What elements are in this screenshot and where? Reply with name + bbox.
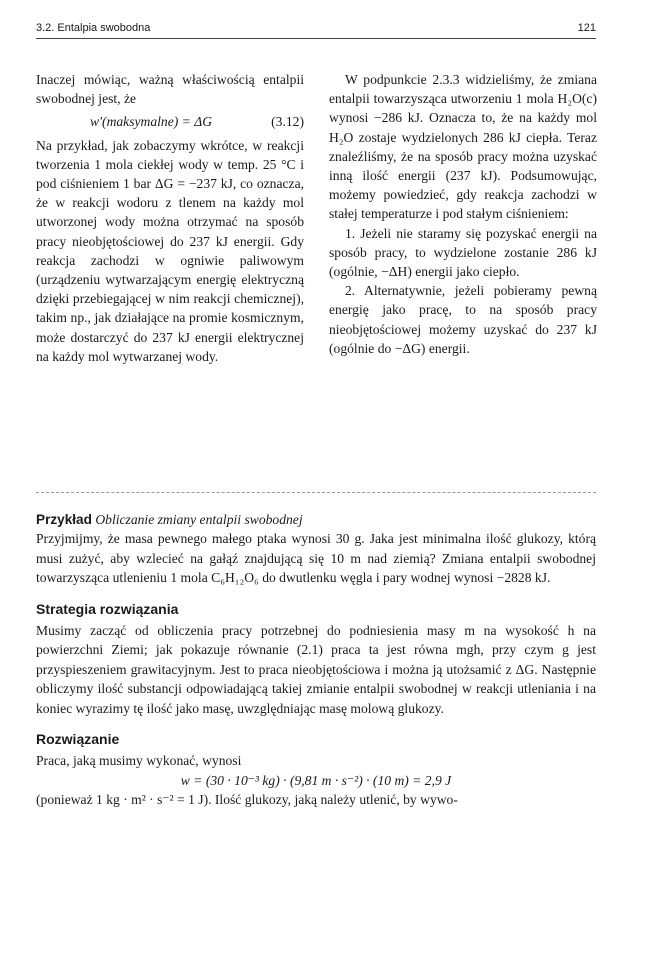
strategy-heading: Strategia rozwiązania bbox=[36, 600, 179, 617]
right-paragraph-1: W podpunkcie 2.3.3 widzieliśmy, że zmiana entalpii towarzysząca utworzeniu 1 mola H₂O(c) wynosi −286 kJ. Oznacza to, że na każdy mol H₂O zostaje wydzielonych 286 kJ ciepła. Teraz znaleźliśmy, że na sposób pracy można uzyskać inną ilość energii (237 kJ). Podsumowując, możemy powiedzieć, gdy reakcja zachodzi w stałej temperaturze i pod stałym ciśnieniem: bbox=[329, 72, 597, 222]
equation-3-12 bbox=[36, 112, 304, 131]
equation-expression: w′(maksymalne) = ΔG bbox=[90, 114, 213, 130]
right-paragraph-3: 2. Alternatywnie, jeżeli pobieramy pewną energię jako pracę, to na sposób pracy nieobjętościowej możemy uzyskać do 237 kJ (ogólnie do −ΔG) energii. bbox=[329, 283, 597, 356]
example-label: Przykład bbox=[36, 512, 92, 527]
left-paragraph-1: Inaczej mówiąc, ważną właściwością entalpii swobodnej jest, że bbox=[36, 72, 304, 107]
example-subtitle: Obliczanie zmiany entalpii swobodnej bbox=[95, 512, 303, 527]
solution-continuation: (ponieważ 1 kg · m² · s⁻² = 1 J). Ilość glukozy, jaką należy utlenić, by wywo- bbox=[36, 792, 458, 808]
left-column bbox=[36, 70, 304, 366]
section-divider bbox=[36, 492, 596, 493]
solution-intro: Praca, jaką musimy wykonać, wynosi bbox=[36, 753, 242, 769]
left-paragraph-2: Na przykład, jak zobaczymy wkrótce, w reakcji tworzenia 1 mola ciekłej wody w temp. 25 °C i pod ciśnieniem 1 bar ΔG = −237 kJ, co oznacza, że w reakcji wodoru z tlenem na każdy mol utworzonej wody można otrzymać na sposób pracy nieobjętościowej do 237 kJ energii. Gdy reakcja zachodzi w ogniwie paliwowym (urządzeniu wytwarzającym energię elektryczną dzięki przebiegającej w nim reakcji chemicznej), takim np., jak działające na promie kosmicznym, może dostarczyć do 237 kJ energii elektrycznej na każdy mol wytwarzanej wody. bbox=[36, 137, 304, 364]
example-problem: Przyjmijmy, że masa pewnego małego ptaka wynosi 30 g. Jaka jest minimalna ilość glukozy, którą musi zużyć, aby wzlecieć na gałąź znajdującą się 10 m nad ziemią? Zmiana entalpii swobodnej towarzysząca utlenieniu 1 mola C₆H₁₂O₆ do dwutlenku węgla i pary wodnej wynosi −2828 kJ. bbox=[36, 531, 596, 586]
header-rule bbox=[36, 38, 596, 39]
equation-number: (3.12) bbox=[271, 114, 304, 130]
strategy-text: Musimy zacząć od obliczenia pracy potrzebnej do podniesienia masy m na wysokość h na powierzchni Ziemi; jak pokazuje równanie (2.1) praca ta jest równa mgh, przy czym g jest przyspieszeniem grawitacyjnym. Jest to praca nieobjętościowa i można ją utożsamić z ΔG. Następnie obliczymy ilość substancji odpowiadającą takiej zmianie entalpii swobodnej w reakcji utleniania i na koniec wyrazimy tę ilość jako masę, uwzględniając masę molową glukozy. bbox=[36, 623, 596, 716]
example-title bbox=[36, 510, 596, 529]
solution-equation: w = (30 · 10⁻³ kg) · (9,81 m · s⁻²) · (10 m) = 2,9 J bbox=[180, 772, 452, 788]
section-title: 3.2. Entalpia swobodna bbox=[36, 22, 151, 34]
right-column bbox=[329, 70, 597, 358]
right-paragraph-2: 1. Jeżeli nie staramy się pozyskać energii na sposób pracy, to wydzielone zostanie 286 kJ (ogólnie, −ΔH) energii jako ciepło. bbox=[329, 225, 597, 280]
solution-heading: Rozwiązanie bbox=[36, 731, 120, 748]
example-box bbox=[36, 510, 596, 810]
page-number: 121 bbox=[577, 22, 596, 34]
running-header bbox=[36, 22, 596, 34]
